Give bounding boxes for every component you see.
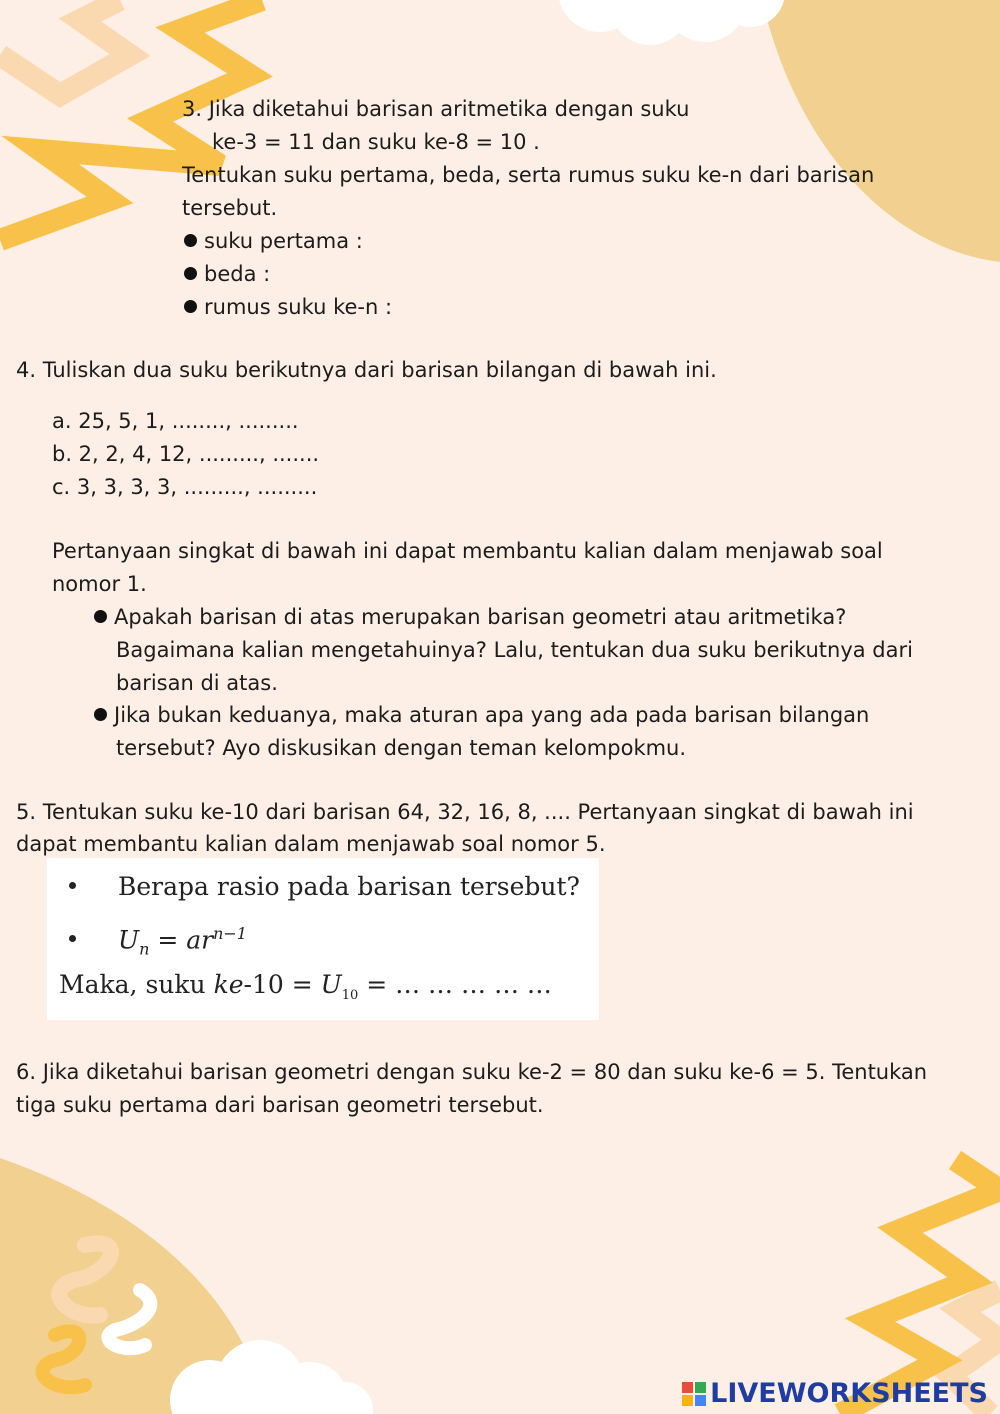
q4-title: 4. Tuliskan dua suku berikutnya dari barisan bilangan di bawah ini. xyxy=(16,358,717,382)
q3-line-3: Tentukan suku pertama, beda, serta rumus suku ke-n dari barisan xyxy=(182,163,875,187)
conclusion-prefix: Maka, suku xyxy=(59,970,214,999)
q4-hint-bullet-2-line-2: tersebut? Ayo diskusikan dengan teman kelompokmu. xyxy=(116,736,687,760)
q3-bullet-first-term: suku pertama : xyxy=(184,225,363,258)
formula-rhs: = ar xyxy=(157,925,214,955)
formula-box-line-3 xyxy=(59,970,552,1003)
q6-line-2: tiga suku pertama dari barisan geometri tersebut. xyxy=(16,1093,544,1117)
conclusion-u-sub: 10 xyxy=(341,988,359,1003)
q3-bullet-difference: beda : xyxy=(184,258,270,291)
logo-mark-icon xyxy=(682,1382,706,1406)
formula-u-sub: n xyxy=(139,939,150,959)
zigzag-bottom-right xyxy=(840,1160,1000,1414)
q6-line-1: 6. Jika diketahui barisan geometri dengan suku ke-2 = 80 dan suku ke-6 = 5. Tentukan xyxy=(16,1060,928,1084)
bullet-dot xyxy=(69,935,76,942)
formula-u: U xyxy=(118,925,140,955)
formula-exponent: n−1 xyxy=(213,924,247,943)
top-right-blob xyxy=(762,0,1000,262)
q4-item-a: a. 25, 5, 1, ........, ......... xyxy=(52,409,299,433)
q4-hint-bullet-1-line-1: Apakah barisan di atas merupakan barisan geometri atau aritmetika? xyxy=(94,601,846,634)
bullet-dot xyxy=(69,882,76,889)
q4-item-c: c. 3, 3, 3, 3, ........., ......... xyxy=(52,475,318,499)
q3-line-2: ke-3 = 11 dan suku ke-8 = 10 . xyxy=(212,130,540,154)
q4-hint-bullet-1-line-3: barisan di atas. xyxy=(116,671,278,695)
q4-item-b: b. 2, 2, 4, 12, ........., ....... xyxy=(52,442,320,466)
q4-hint-bullet-2-line-1: Jika bukan keduanya, maka aturan apa yang ada pada barisan bilangan xyxy=(94,699,869,732)
conclusion-mid: -10 = xyxy=(243,970,321,999)
q5-formula-box xyxy=(47,858,599,1020)
q5-line-2: dapat membantu kalian dalam menjawab soal nomor 5. xyxy=(16,832,606,856)
q5-line-1: 5. Tentukan suku ke-10 dari barisan 64, 32, 16, 8, .... Pertanyaan singkat di bawah ini xyxy=(16,800,914,824)
q4-hint-line-1: Pertanyaan singkat di bawah ini dapat membantu kalian dalam menjawab soal xyxy=(52,539,883,563)
q4-hint-line-2: nomor 1. xyxy=(52,572,147,596)
conclusion-u: U xyxy=(320,970,342,999)
zigzag-light-top-left xyxy=(0,0,130,95)
conclusion-ke: ke xyxy=(213,970,244,999)
formula-box-line-1 xyxy=(69,872,580,901)
ratio-question: Berapa rasio pada barisan tersebut? xyxy=(118,872,580,901)
q3-line-1: 3. Jika diketahui barisan aritmetika dengan suku xyxy=(182,97,690,121)
brand-text: LIVEWORKSHEETS xyxy=(710,1378,988,1409)
q3-bullet-nth-term: rumus suku ke-n : xyxy=(184,291,392,324)
q4-hint-bullet-1-line-2: Bagaimana kalian mengetahuinya? Lalu, tentukan dua suku berikutnya dari xyxy=(116,638,913,662)
conclusion-answer-blank: = … … … … … xyxy=(358,970,552,999)
formula-box-line-2 xyxy=(69,924,247,958)
top-cloud xyxy=(558,0,785,45)
liveworksheets-logo xyxy=(682,1378,988,1409)
q3-line-4: tersebut. xyxy=(182,196,278,220)
